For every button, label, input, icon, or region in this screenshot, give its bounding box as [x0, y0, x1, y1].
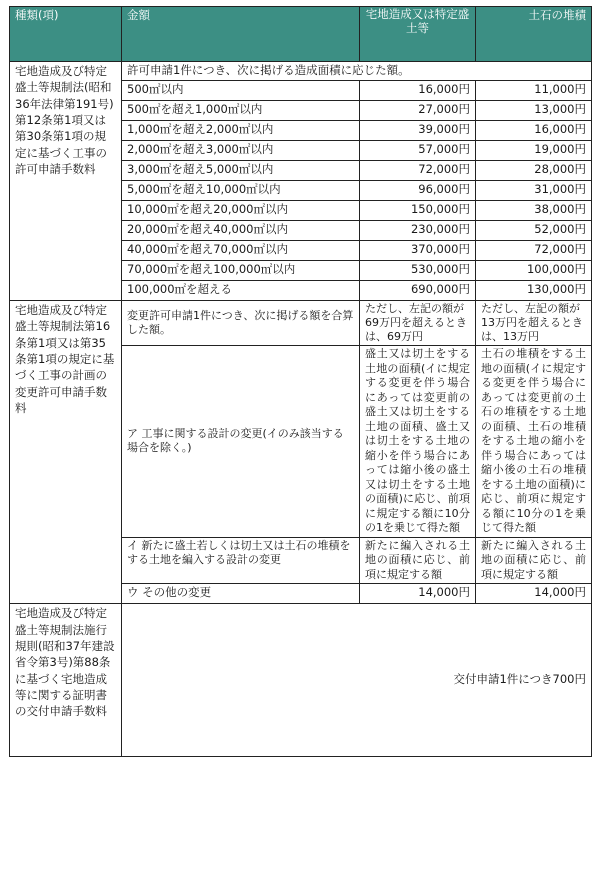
section3-kind: 宅地造成及び特定盛土等規制法施行規則(昭和37年建設省令第3号)第88条に基づく宅地造成等に関する証明書の交付申請手数料 — [10, 604, 122, 757]
item-u-label: ウ その他の変更 — [122, 584, 360, 604]
fee-table — [9, 6, 592, 757]
header-row — [10, 7, 592, 62]
residential-fee: 230,000円 — [360, 220, 476, 240]
item-i-label: イ 新たに盛土若しくは切土又は土石の堆積をする土地を編入する設計の変更 — [122, 537, 360, 584]
header-kind: 種類(項) — [10, 7, 122, 62]
soil-fee: 13,000円 — [476, 100, 592, 120]
area-range: 3,000㎡を超え5,000㎡以内 — [122, 160, 360, 180]
residential-fee: 370,000円 — [360, 240, 476, 260]
section2-cap-soil: ただし、左記の額が13万円を超えるときは、13万円 — [476, 300, 592, 345]
area-range: 500㎡を超え1,000㎡以内 — [122, 100, 360, 120]
area-range: 2,000㎡を超え3,000㎡以内 — [122, 140, 360, 160]
soil-fee: 52,000円 — [476, 220, 592, 240]
section2-cap-residential: ただし、左記の額が69万円を超えるときは、69万円 — [360, 300, 476, 345]
residential-fee: 690,000円 — [360, 280, 476, 300]
item-u-residential: 14,000円 — [360, 584, 476, 604]
section2-intro-row — [10, 300, 592, 345]
section3-row — [10, 604, 592, 757]
residential-fee: 530,000円 — [360, 260, 476, 280]
soil-fee: 72,000円 — [476, 240, 592, 260]
header-amount: 金額 — [122, 7, 360, 62]
residential-fee: 57,000円 — [360, 140, 476, 160]
area-range: 40,000㎡を超え70,000㎡以内 — [122, 240, 360, 260]
soil-fee: 38,000円 — [476, 200, 592, 220]
item-u-soil: 14,000円 — [476, 584, 592, 604]
item-i-soil: 新たに編入される土地の面積に応じ、前項に規定する額 — [476, 537, 592, 584]
soil-fee: 11,000円 — [476, 80, 592, 100]
residential-fee: 72,000円 — [360, 160, 476, 180]
item-a-label: ア 工事に関する設計の変更(イのみ該当する場合を除く。) — [122, 346, 360, 538]
section1-kind: 宅地造成及び特定盛土等規制法(昭和36年法律第191号)第12条第1項又は第30条第1項の規定に基づく工事の許可申請手数料 — [10, 62, 122, 301]
soil-fee: 130,000円 — [476, 280, 592, 300]
residential-fee: 96,000円 — [360, 180, 476, 200]
area-range: 100,000㎡を超える — [122, 280, 360, 300]
soil-fee: 31,000円 — [476, 180, 592, 200]
item-i-residential: 新たに編入される土地の面積に応じ、前項に規定する額 — [360, 537, 476, 584]
soil-fee: 100,000円 — [476, 260, 592, 280]
section1-intro: 許可申請1件につき、次に掲げる造成面積に応じた額。 — [122, 62, 592, 81]
soil-fee: 16,000円 — [476, 120, 592, 140]
header-residential: 宅地造成又は特定盛土等 — [360, 7, 476, 62]
soil-fee: 28,000円 — [476, 160, 592, 180]
section2-kind: 宅地造成及び特定盛土等規制法第16条第1項又は第35条第1項の規定に基づく工事の計画の変更許可申請手数料 — [10, 300, 122, 603]
area-range: 10,000㎡を超え20,000㎡以内 — [122, 200, 360, 220]
area-range: 1,000㎡を超え2,000㎡以内 — [122, 120, 360, 140]
residential-fee: 39,000円 — [360, 120, 476, 140]
area-range: 5,000㎡を超え10,000㎡以内 — [122, 180, 360, 200]
area-range: 20,000㎡を超え40,000㎡以内 — [122, 220, 360, 240]
item-a-residential: 盛土又は切土をする土地の面積(イに規定する変更を伴う場合にあっては変更前の盛土又は切土をする土地の面積、盛土又は切土をする土地の縮小を伴う場合にあっては縮小後の盛土又は切土をする土地の面積)に応じ、前項に規定する額に10分の1を乗じて得た額 — [360, 346, 476, 538]
header-soil: 土石の堆積 — [476, 7, 592, 62]
section2-intro: 変更許可申請1件につき、次に掲げる額を合算した額。 — [122, 300, 360, 345]
section1-intro-row — [10, 62, 592, 81]
area-range: 500㎡以内 — [122, 80, 360, 100]
residential-fee: 150,000円 — [360, 200, 476, 220]
area-range: 70,000㎡を超え100,000㎡以内 — [122, 260, 360, 280]
section3-fee: 交付申請1件につき700円 — [122, 604, 592, 757]
soil-fee: 19,000円 — [476, 140, 592, 160]
residential-fee: 27,000円 — [360, 100, 476, 120]
item-a-soil: 土石の堆積をする土地の面積(イに規定する変更を伴う場合にあっては変更前の土石の堆積をする土地の面積、土石の堆積をする土地の縮小を伴う場合にあっては縮小後の土石の堆積をする土地の面積)に応じ、前項に規定する額に10分の1を乗じて得た額 — [476, 346, 592, 538]
residential-fee: 16,000円 — [360, 80, 476, 100]
